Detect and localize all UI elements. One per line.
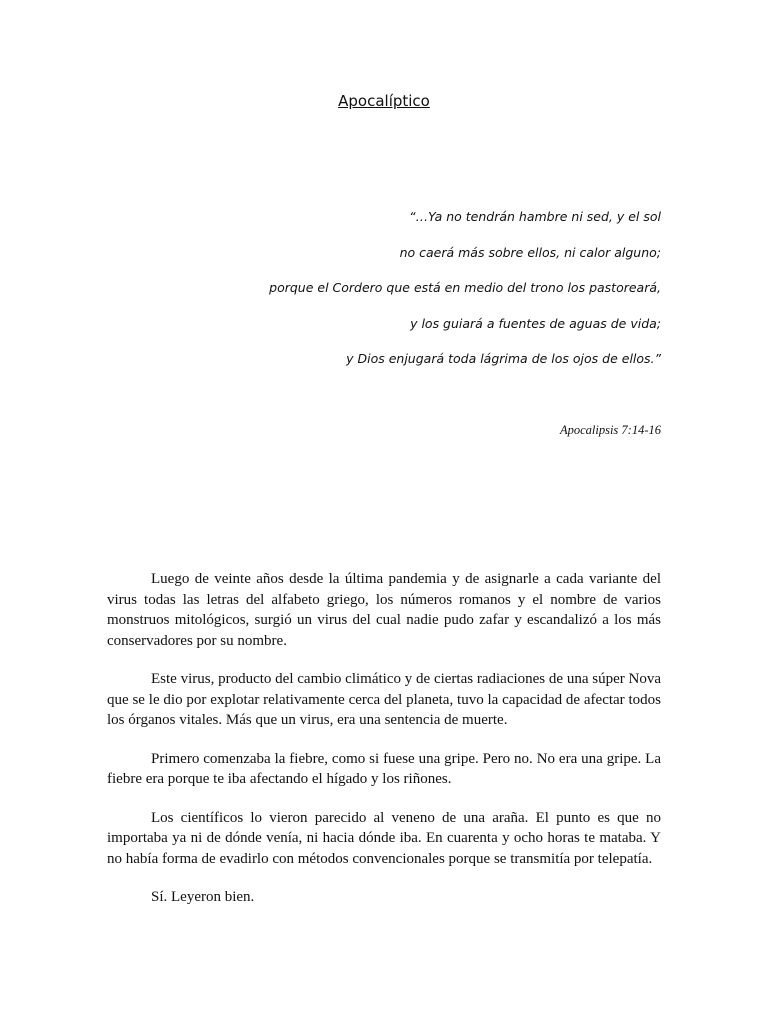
paragraph: Luego de veinte años desde la última pandemia y de asignarle a cada variante del virus todas las letras del alfabeto griego, los números romanos y el nombre de varios monstruos mitológicos, surgió un virus del cual nadie pudo zafar y escandalizó a los más conservadores por su nombre. [107, 571, 661, 649]
body-text [107, 569, 661, 926]
paragraph: Este virus, producto del cambio climático y de ciertas radiaciones de una súper Nova que se le dio por explotar relativamente cerca del planeta, tuvo la capacidad de afectar todos los órganos vitales. Más que un virus, era una sentencia de muerte. [107, 671, 661, 728]
epigraph-line: y Dios enjugará toda lágrima de los ojos de ellos.” [346, 351, 661, 366]
epigraph-line: no caerá más sobre ellos, ni calor alguno; [399, 244, 661, 260]
epigraph-line: porque el Cordero que está en medio del trono los pastoreará, [269, 280, 661, 295]
paragraph: Primero comenzaba la fiebre, como si fuese una gripe. Pero no. No era una gripe. La fiebre era porque te iba afectando el hígado y los riñones. [107, 750, 661, 787]
epigraph [141, 207, 661, 385]
document-title: Apocalíptico [338, 92, 430, 110]
paragraph: Los científicos lo vieron parecido al veneno de una araña. El punto es que no importaba ya ni de dónde venía, ni hacia dónde iba. En cuarenta y ocho horas te mataba. Y no había forma de evadirlo con métodos convencionales porque se transmitía por telepatía. [107, 809, 661, 867]
epigraph-line: y los guiará a fuentes de aguas de vida; [410, 315, 661, 331]
epigraph-citation: Apocalipsis 7:14-16 [559, 423, 661, 437]
epigraph-line: “…Ya no tendrán hambre ni sed, y el sol [409, 209, 661, 224]
paragraph: Sí. Leyeron bien. [151, 889, 255, 905]
